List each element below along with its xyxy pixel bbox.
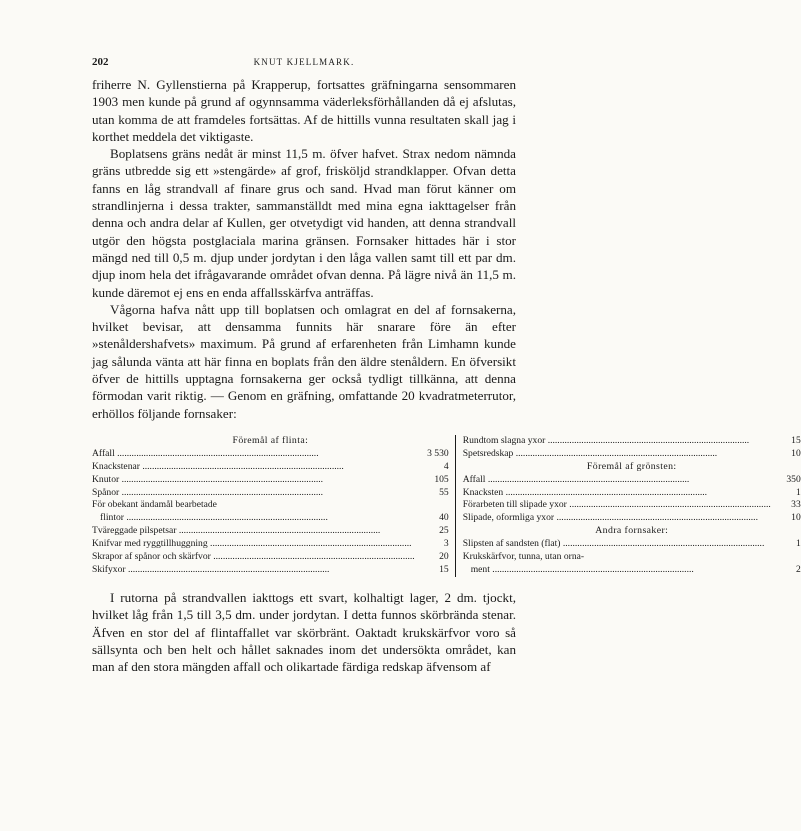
table-left-column <box>92 435 456 577</box>
table-row: Knacksten ..... 1 <box>463 487 801 500</box>
table-row: Slipsten af sandsten (flat) ..... 1 <box>463 538 801 551</box>
table-row: Knutor ..... 105 <box>92 474 449 487</box>
table-row: ment ..... 2 <box>463 564 801 577</box>
heading-greenstone: Föremål af grönsten: <box>586 460 677 472</box>
page-header <box>92 56 516 76</box>
heading-flint: Föremål af flinta: <box>232 434 309 446</box>
table-row: Tväreggade pilspetsar ..... 25 <box>92 525 449 538</box>
artifact-table <box>92 434 801 577</box>
body-text-continued <box>92 589 516 675</box>
table-row-label-line1: Krukskärfvor, tunna, utan orna- <box>462 551 585 563</box>
table-row: Slipade, oformliga yxor ..... 10 <box>463 512 801 525</box>
page-number: 202 <box>92 56 109 68</box>
paragraph-2: Boplatsens gräns nedåt är minst 11,5 m. öfver hafvet. Strax nedom nämnda gräns utbredde sig ett »stengärde» af grof, frisköljd strandklapper. Ofvan detta fanns en låg strandvall af finare grus och sand. Hvad man förut känner om strandlinjerna i dessa trakter, sammanställdt med mina egna iakttagelser från denna och andra delar af Kullen, ger otvetydigt vid handen, att denna strandvall utgör den högsta postglaciala marina gränsen. Fornsaker hittades här i stor mängd ned till 0,5 m. djup under jordytan i den låga vallen samt till ett par dm. djup inom hela det ifrågavarande området ofvan denna. På lägre nivå än 11,5 m. kunde däremot ej ens en enda affallsskärfva anträffas. <box>92 146 516 300</box>
paragraph-1: friherre N. Gyllenstierna på Krapperup, fortsattes gräfningarna sensommaren 1903 men kunde på grund af ogynnsamma väderleksförhållanden då ej afslutas, utan komma de att framdeles fortsättas. Af de hittills vunna resultaten skall jag i korthet meddela det viktigaste. <box>92 77 516 144</box>
table-row: flintor ..... 40 <box>92 512 449 525</box>
paragraph-3: Vågorna hafva nått upp till boplatsen och omlagrat en del af fornsakerna, hvilket bevisar, att densamma funnits här snarare före än efter »stenåldershafvets» maximum. På grund af erfarenheten från Limhamn kunde jag sålunda vänta att här finna en boplats från den äldre stenåldern. En öfversikt öfver de hittills upptagna fornsakerna ger också tydligt tillkänna, att denna förmodan varit riktig. — Genom en gräfning, omfattande 20 kvadratmeterrutor, erhöllos följande fornsaker: <box>92 301 516 421</box>
table-row: Affall ..... 3 530 <box>92 448 449 461</box>
table-row: Spetsredskap ..... 10 <box>463 448 801 461</box>
paragraph-4: I rutorna på strandvallen iakttogs ett svart, kolhaltigt lager, 2 dm. tjockt, hvilket låg från 1,5 till 3,5 dm. under jordytan. I detta funnos skörbrända stenar. Äfven en stor del af flintaffallet var skörbränt. Oaktadt krukskärfvor voro så sällsynta och ben helt och hållet saknades inom det undersökta området, kan man af den stora mängden affall och olikartade färdiga redskap äfvensom af <box>92 589 516 675</box>
table-row: Rundtom slagna yxor ..... 15 <box>463 435 801 448</box>
table-row: Förarbeten till slipade yxor ..... 33 <box>463 499 801 512</box>
table-right-column <box>456 435 801 577</box>
table-row: Spånor ..... 55 <box>92 487 449 500</box>
table-row-label-line1: För obekant ändamål bearbetade <box>92 499 217 511</box>
heading-other: Andra fornsaker: <box>595 525 669 537</box>
document-page <box>92 56 801 675</box>
table-row: Affall ..... 350 <box>463 474 801 487</box>
table-row: Knifvar med ryggtillhuggning ..... 3 <box>92 538 449 551</box>
table-row: Skrapor af spånor och skärfvor ..... 20 <box>92 551 449 564</box>
table-row: Skifyxor ..... 15 <box>92 564 449 577</box>
running-head: KNUT KJELLMARK. <box>253 57 355 67</box>
body-text <box>92 76 516 422</box>
table-row: Knackstenar ..... 4 <box>92 461 449 474</box>
